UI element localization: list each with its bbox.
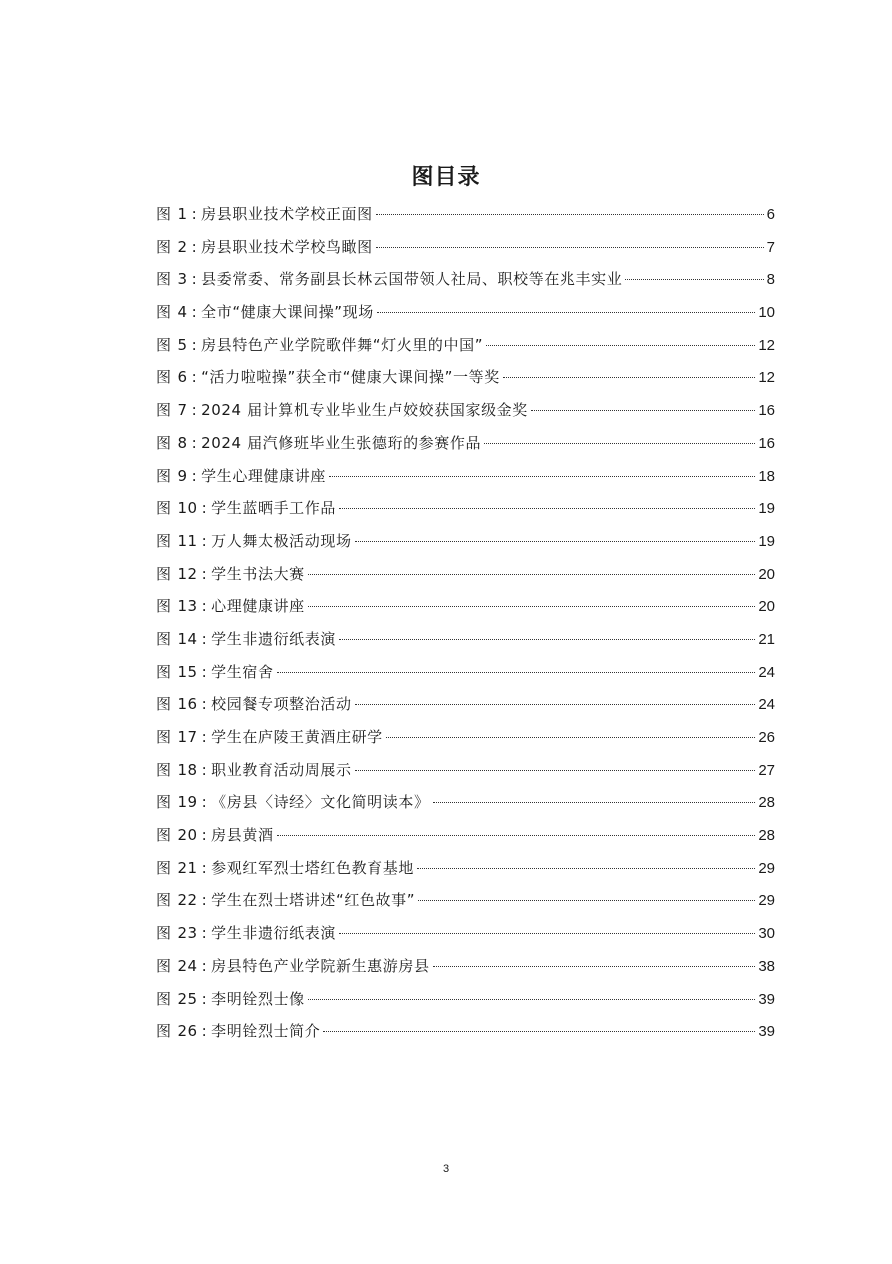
figure-separator: :: [191, 303, 198, 322]
figure-number: 21: [177, 858, 198, 877]
figure-label: [156, 329, 201, 362]
toc-entry[interactable]: [156, 950, 775, 983]
toc-entry[interactable]: [156, 525, 775, 558]
figure-prefix: 图: [156, 695, 172, 714]
figure-number: 18: [177, 760, 198, 779]
figure-prefix: 图: [156, 270, 172, 289]
figure-caption: 全市“健康大课间操”现场: [201, 303, 374, 322]
toc-entry[interactable]: [156, 296, 775, 329]
dot-leader: [433, 966, 756, 967]
figure-separator: :: [191, 401, 198, 420]
dot-leader: [417, 868, 755, 869]
figure-caption: 房县黄酒: [211, 826, 274, 845]
dot-leader: [277, 672, 756, 673]
figure-number: 12: [177, 564, 198, 583]
figure-number: 26: [177, 1022, 198, 1041]
figure-separator: :: [191, 237, 198, 256]
figure-label: [156, 852, 211, 885]
toc-entry[interactable]: [156, 394, 775, 427]
toc-entry[interactable]: [156, 884, 775, 917]
toc-entry[interactable]: [156, 852, 775, 885]
dot-leader: [339, 508, 755, 509]
figure-prefix: 图: [156, 335, 172, 354]
figure-number: 6: [177, 368, 188, 387]
dot-leader: [308, 606, 756, 607]
figure-prefix: 图: [156, 728, 172, 746]
dot-leader: [531, 410, 755, 411]
figure-caption: 房县特色产业学院歌伴舞“灯火里的中国”: [201, 335, 484, 354]
toc-entry[interactable]: [156, 623, 775, 656]
figure-separator: :: [201, 695, 208, 714]
figure-label: [156, 754, 211, 787]
dot-leader: [339, 639, 755, 640]
figure-page-number: 20: [758, 598, 775, 616]
figure-number: 4: [177, 303, 188, 322]
figure-page-number: 21: [758, 630, 775, 648]
figure-list: [156, 198, 775, 1048]
figure-separator: :: [201, 793, 208, 812]
figure-caption: 职业教育活动周展示: [211, 760, 352, 779]
figure-page-number: 16: [758, 434, 775, 452]
toc-entry[interactable]: [156, 427, 775, 460]
figure-page-number: 28: [758, 827, 775, 845]
figure-number: 14: [177, 629, 198, 648]
figure-page-number: 19: [758, 500, 775, 518]
figure-page-number: 29: [758, 892, 775, 910]
figure-caption: 学生非遗衍纸表演: [211, 924, 336, 943]
figure-page-number: 29: [758, 859, 775, 877]
figure-number: 9: [177, 466, 188, 485]
figure-prefix: 图: [156, 499, 172, 518]
figure-page-number: 12: [758, 336, 775, 354]
figure-separator: :: [201, 531, 208, 550]
figure-separator: :: [191, 433, 198, 452]
figure-label: [156, 1015, 211, 1048]
figure-label: [156, 558, 211, 591]
figure-caption: 万人舞太极活动现场: [211, 531, 352, 550]
figure-label: [156, 198, 201, 231]
figure-separator: :: [191, 466, 198, 485]
dot-leader: [376, 214, 764, 215]
page-number: 3: [442, 1163, 450, 1175]
figure-page-number: 16: [758, 402, 775, 420]
figure-label: [156, 819, 211, 852]
figure-caption: 学生宿舍: [211, 662, 274, 681]
figure-caption: 校园餐专项整治活动: [211, 695, 352, 714]
figure-separator: :: [191, 368, 198, 387]
figure-number: 10: [177, 499, 198, 518]
dot-leader: [625, 279, 763, 280]
figure-prefix: 图: [156, 597, 172, 616]
figure-number: 22: [177, 891, 198, 910]
figure-page-number: 26: [758, 729, 775, 746]
figure-caption: 李明铨烈士简介: [211, 1022, 321, 1041]
figure-page-number: 27: [758, 761, 775, 779]
figure-prefix: 图: [156, 433, 172, 452]
toc-entry[interactable]: [156, 786, 775, 819]
figure-separator: :: [191, 270, 198, 289]
figure-separator: :: [201, 1022, 208, 1041]
figure-caption: 县委常委、常务副县长林云国带领人社局、职校等在兆丰实业: [201, 270, 623, 289]
figure-page-number: 39: [758, 1023, 775, 1041]
toc-entry[interactable]: [156, 329, 775, 362]
figure-prefix: 图: [156, 564, 172, 583]
figure-separator: :: [201, 956, 208, 975]
figure-prefix: 图: [156, 662, 172, 681]
figure-label: [156, 623, 211, 656]
figure-caption: 《房县〈诗经〉文化简明读本》: [211, 793, 430, 812]
dot-leader: [484, 443, 755, 444]
figure-number: 17: [177, 728, 198, 746]
figure-caption: 学生在庐陵王黄酒庄研学: [211, 728, 383, 746]
toc-entry[interactable]: [156, 721, 775, 754]
toc-entry[interactable]: [156, 231, 775, 264]
dot-leader: [418, 900, 755, 901]
dot-leader: [503, 377, 756, 378]
dot-leader: [277, 835, 756, 836]
figure-number: 16: [177, 695, 198, 714]
figure-separator: :: [201, 564, 208, 583]
figure-separator: :: [201, 499, 208, 518]
figure-separator: :: [201, 728, 208, 746]
dot-leader: [308, 999, 756, 1000]
figure-number: 11: [177, 531, 198, 550]
dot-leader: [308, 574, 756, 575]
toc-entry[interactable]: [156, 754, 775, 787]
figure-caption: 房县职业技术学校正面图: [201, 205, 373, 223]
figure-separator: :: [191, 205, 198, 223]
dot-leader: [386, 737, 756, 738]
figure-separator: :: [201, 826, 208, 845]
figure-number: 23: [177, 924, 198, 943]
figure-page-number: 38: [758, 957, 775, 975]
toc-entry[interactable]: [156, 590, 775, 623]
figure-prefix: 图: [156, 303, 172, 322]
figure-caption: 心理健康讲座: [211, 597, 305, 616]
figure-prefix: 图: [156, 760, 172, 779]
figure-label: [156, 263, 201, 296]
figure-label: [156, 884, 211, 917]
figure-number: 3: [177, 270, 188, 289]
figure-label: [156, 983, 211, 1016]
toc-entry[interactable]: [156, 656, 775, 689]
figure-page-number: 12: [758, 369, 775, 387]
figure-number: 25: [177, 989, 198, 1008]
figure-caption: “活力啦啦操”获全市“健康大课间操”一等奖: [201, 368, 500, 387]
dot-leader: [355, 541, 756, 542]
figure-prefix: 图: [156, 956, 172, 975]
figure-label: [156, 917, 211, 950]
figure-page-number: 28: [758, 794, 775, 812]
toc-entry[interactable]: [156, 819, 775, 852]
figure-caption: 学生在烈士塔讲述“红色故事”: [211, 891, 416, 910]
figure-separator: :: [201, 760, 208, 779]
figure-label: [156, 492, 211, 525]
dot-leader: [377, 312, 755, 313]
toc-entry[interactable]: [156, 983, 775, 1016]
figure-caption: 学生非遗衍纸表演: [211, 629, 336, 648]
figure-separator: :: [191, 335, 198, 354]
figure-page-number: 19: [758, 532, 775, 550]
figure-label: [156, 427, 201, 460]
figure-label: [156, 296, 201, 329]
toc-entry[interactable]: [156, 917, 775, 950]
figure-caption: 学生书法大赛: [211, 564, 305, 583]
figure-page-number: 24: [758, 663, 775, 681]
figure-caption: 李明铨烈士像: [211, 989, 305, 1008]
figure-prefix: 图: [156, 826, 172, 845]
figure-prefix: 图: [156, 237, 172, 256]
toc-entry[interactable]: [156, 460, 775, 493]
toc-entry[interactable]: [156, 558, 775, 591]
figure-separator: :: [201, 924, 208, 943]
figure-number: 15: [177, 662, 198, 681]
figure-number: 20: [177, 826, 198, 845]
figure-prefix: 图: [156, 401, 172, 420]
figure-caption: 房县职业技术学校鸟瞰图: [201, 237, 373, 256]
figure-caption: 学生蓝晒手工作品: [211, 499, 336, 518]
dot-leader: [355, 770, 756, 771]
figure-prefix: 图: [156, 793, 172, 812]
dot-leader: [323, 1031, 755, 1032]
dot-leader: [355, 704, 756, 705]
figure-label: [156, 525, 211, 558]
figure-caption: 房县特色产业学院新生惠游房县: [211, 956, 430, 975]
toc-entry[interactable]: [156, 1015, 775, 1048]
figure-page-number: 7: [766, 238, 775, 256]
figure-prefix: 图: [156, 531, 172, 550]
toc-entry[interactable]: [156, 688, 775, 721]
figure-caption: 参观红军烈士塔红色教育基地: [211, 858, 414, 877]
figure-number: 1: [177, 205, 188, 223]
figure-page-number: 8: [766, 271, 775, 289]
page-title: 图目录: [411, 165, 481, 190]
figure-label: [156, 231, 201, 264]
figure-number: 13: [177, 597, 198, 616]
figure-separator: :: [201, 597, 208, 616]
figure-label: [156, 656, 211, 689]
figure-page-number: 6: [766, 206, 775, 223]
figure-caption: 学生心理健康讲座: [201, 466, 326, 485]
figure-number: 5: [177, 335, 188, 354]
dot-leader: [486, 345, 755, 346]
dot-leader: [329, 476, 755, 477]
figure-caption: 2024 届计算机专业毕业生卢姣姣获国家级金奖: [201, 401, 528, 420]
figure-prefix: 图: [156, 924, 172, 943]
dot-leader: [376, 247, 764, 248]
toc-entry[interactable]: [156, 198, 775, 231]
dot-leader: [339, 933, 755, 934]
figure-label: [156, 590, 211, 623]
figure-label: [156, 361, 201, 394]
figure-prefix: 图: [156, 989, 172, 1008]
figure-page-number: 20: [758, 565, 775, 583]
toc-entry[interactable]: [156, 492, 775, 525]
dot-leader: [433, 802, 756, 803]
figure-page-number: 39: [758, 990, 775, 1008]
figure-page-number: 30: [758, 925, 775, 943]
figure-separator: :: [201, 989, 208, 1008]
figure-prefix: 图: [156, 891, 172, 910]
figure-page-number: 18: [758, 467, 775, 485]
figure-number: 2: [177, 237, 188, 256]
figure-label: [156, 394, 201, 427]
figure-label: [156, 721, 211, 754]
figure-page-number: 24: [758, 696, 775, 714]
figure-separator: :: [201, 662, 208, 681]
figure-prefix: 图: [156, 858, 172, 877]
figure-label: [156, 786, 211, 819]
figure-separator: :: [201, 629, 208, 648]
figure-label: [156, 460, 201, 493]
figure-separator: :: [201, 858, 208, 877]
figure-page-number: 10: [758, 304, 775, 322]
figure-label: [156, 950, 211, 983]
figure-prefix: 图: [156, 466, 172, 485]
figure-prefix: 图: [156, 629, 172, 648]
toc-entry[interactable]: [156, 263, 775, 296]
figure-number: 24: [177, 956, 198, 975]
figure-label: [156, 688, 211, 721]
figure-prefix: 图: [156, 368, 172, 387]
figure-separator: :: [201, 891, 208, 910]
figure-number: 7: [177, 401, 188, 420]
figure-prefix: 图: [156, 1022, 172, 1041]
figure-caption: 2024 届汽修班毕业生张德珩的参赛作品: [201, 433, 482, 452]
figure-number: 8: [177, 433, 188, 452]
toc-entry[interactable]: [156, 361, 775, 394]
figure-number: 19: [177, 793, 198, 812]
figure-prefix: 图: [156, 205, 172, 223]
